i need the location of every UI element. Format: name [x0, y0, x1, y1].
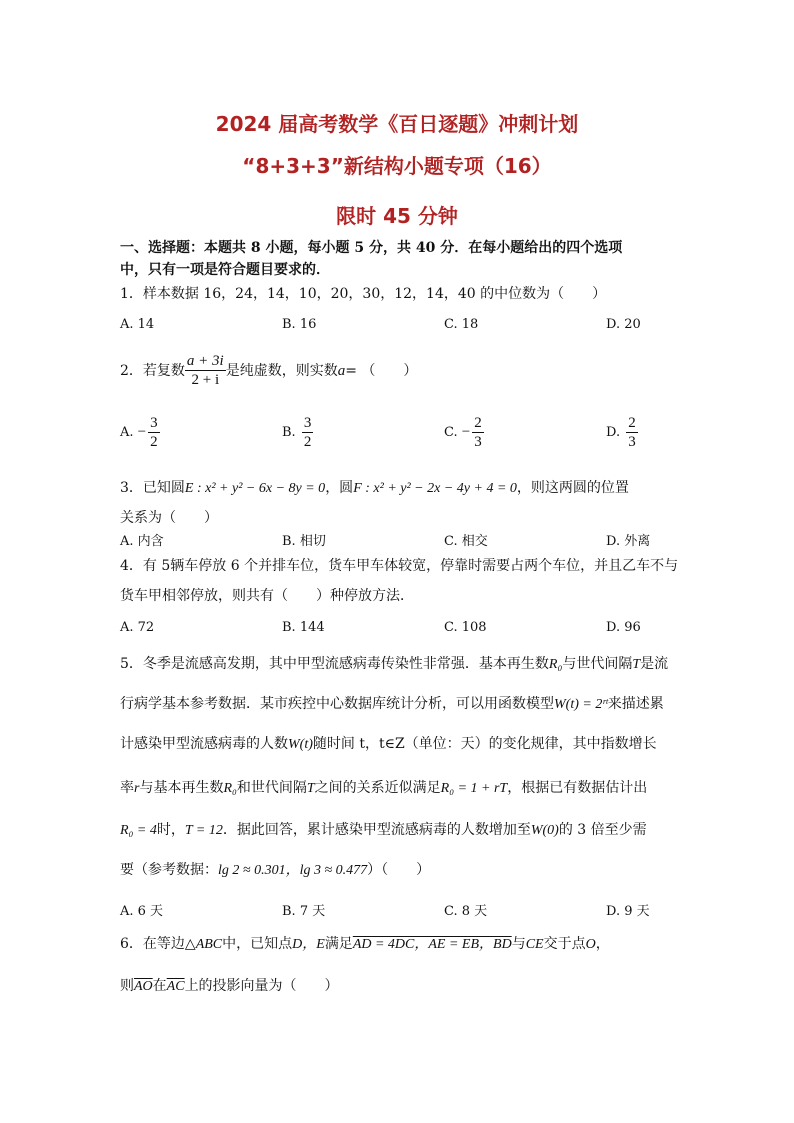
q3-circle-f: F : x² + y² − 2x − 4y + 4 = 0	[353, 481, 517, 496]
q2-option-a-sign: −	[137, 424, 147, 440]
q2-fraction	[185, 352, 226, 389]
q2-option-a-num: 3	[150, 415, 158, 431]
q3-option-b: B. 相切	[282, 534, 326, 549]
q6-l1m4: CE	[525, 937, 544, 952]
q4-option-d: D. 96	[606, 620, 641, 635]
q2-option-c	[444, 414, 484, 451]
question-4-line2: 货车甲相邻停放，则共有（ ）种停放方法．	[120, 588, 414, 604]
q5-l6b: ）（ ）	[367, 862, 431, 878]
q5-option-c: C. 8 天	[444, 904, 488, 919]
q5-option-b: B. 7 天	[282, 904, 326, 919]
q6-l2a: 则	[120, 978, 134, 994]
q2-option-b-label: B.	[282, 425, 296, 440]
q6-vector-ao: $\overline{AO}$	[134, 979, 153, 994]
q2-option-d	[606, 414, 638, 451]
q2-prefix: 2．若复数	[120, 362, 185, 379]
q5-l4m4: R₀ = 1 + rT	[440, 781, 508, 796]
q6-l1a: 6．在等边	[120, 936, 185, 952]
q5-l4d: 之间的关系近似满足	[314, 780, 441, 796]
question-1: 1．样本数据 16，24，14，10，20，30，12，14，40 的中位数为（ ）	[120, 286, 607, 302]
q2-option-c-num: 2	[474, 415, 482, 431]
q2-option-d-den: 3	[628, 434, 636, 450]
q1-option-d: D. 20	[606, 317, 641, 332]
q5-l1m2: T	[632, 657, 641, 672]
q5-l1c: 是流	[640, 656, 669, 672]
q5-l2m: W(t) = 2ʳᵗ	[554, 697, 608, 712]
q2-mid: 是纯虚数，则实数	[225, 362, 338, 379]
q5-l6a: 要（参考数据：	[120, 862, 218, 878]
q3-option-d: D. 外离	[606, 534, 651, 549]
q5-l5a: 时，	[156, 822, 185, 838]
q6-l1c: 满足	[324, 936, 353, 952]
q5-l4e: ，根据已有数据估计出	[507, 780, 648, 796]
q5-l4a: 率	[120, 780, 134, 796]
q5-l3m: W(t)	[288, 737, 313, 752]
q5-l6m: lg 2 ≈ 0.301，lg 3 ≈ 0.477	[218, 863, 368, 878]
q3-text-c: ，则这两圆的位置	[516, 480, 629, 496]
q2-option-c-label: C.	[444, 425, 458, 440]
page-title: 2024 届高考数学《百日逐题》冲刺计划	[215, 112, 579, 136]
section-instruction-line2: 中，只有一项是符合题目要求的．	[120, 262, 330, 278]
q5-l4c: 和世代间隔	[236, 780, 307, 796]
q6-l1m5: O	[585, 937, 596, 952]
q6-l1b: 中，已知点	[222, 936, 293, 952]
q6-l2c: 上的投影向量为（ ）	[184, 978, 339, 994]
q1-option-b: B. 16	[282, 317, 317, 332]
question-3-line2: 关系为（ ）	[120, 510, 218, 526]
question-5-line3	[120, 734, 657, 755]
q5-l5m3: W(0)	[530, 823, 559, 838]
q5-l5m: R₀ = 4	[120, 823, 157, 838]
q6-l1m: △ABC	[184, 937, 223, 952]
question-5-line1	[120, 654, 668, 675]
q5-l5m2: T = 12	[184, 823, 223, 838]
question-5-line5	[120, 820, 647, 841]
q2-option-c-den: 3	[474, 434, 482, 450]
q5-option-d: D. 9 天	[606, 904, 650, 919]
q6-l2b: 在	[152, 978, 167, 994]
q6-l1f: ，	[595, 936, 610, 952]
q5-l4m: r	[134, 781, 140, 796]
q5-l3b: 随时间 t，t∈Z（单位：天）的变化规律，其中指数增长	[312, 736, 657, 752]
q5-l1a: 5．冬季是流感高发期，其中甲型流感病毒传染性非常强．基本再生数	[120, 656, 549, 672]
question-4-line1: 4．有 5辆车停放 6 个并排车位，货车甲车体较宽，停靠时需要占两个车位，并且乙车不与	[120, 558, 679, 574]
q5-l2b: 来描述累	[607, 696, 664, 712]
q5-l3a: 计感染甲型流感病毒的人数	[120, 736, 288, 752]
q2-suffix: = （ ）	[345, 362, 418, 379]
q6-l1e: 交于点	[543, 936, 586, 952]
q6-l1d: 与	[511, 936, 526, 952]
q2-option-a-den: 2	[150, 434, 158, 450]
q5-option-a: A. 6 天	[120, 904, 164, 919]
page-subtitle: “8+3+3”新结构小题专项（16）	[242, 154, 552, 178]
q3-option-a: A. 内含	[120, 534, 164, 549]
q3-text-a: 3．已知圆	[120, 480, 185, 496]
q3-option-c: C. 相交	[444, 534, 488, 549]
q4-option-c: C. 108	[444, 620, 487, 635]
q5-l1m: R₀	[548, 657, 563, 672]
q2-option-a-label: A.	[120, 425, 134, 440]
q2-option-b-num: 3	[303, 415, 312, 431]
q2-option-a	[120, 414, 160, 451]
q4-option-a: A. 72	[120, 620, 155, 635]
question-6-line2	[120, 976, 339, 997]
q2-option-d-num: 2	[628, 415, 636, 431]
time-limit: 限时 45 分钟	[336, 204, 458, 228]
question-6-line1	[120, 934, 610, 955]
q2-fraction-denominator: 2 + i	[191, 372, 220, 388]
question-5-line6	[120, 860, 430, 881]
q3-text-b: ，圆	[325, 480, 354, 496]
q5-l2a: 行病学基本参考数据．某市疾控中心数据库统计分析，可以用函数模型	[120, 696, 554, 712]
question-2	[120, 352, 417, 389]
q5-l5b: ．据此回答，累计感染甲型流感病毒的人数增加至	[222, 822, 531, 838]
question-5-line2	[120, 694, 664, 715]
q4-option-b: B. 144	[282, 620, 325, 635]
q5-l1b: 与世代间隔	[562, 656, 633, 672]
q2-option-b-den: 2	[303, 434, 312, 450]
q6-l1m3: AD = 4DC，AE = EB，BD	[352, 937, 512, 952]
q2-option-d-label: D.	[606, 425, 621, 440]
q5-l5c: 的 3 倍至少需	[558, 822, 647, 838]
q2-var: a	[337, 362, 346, 379]
q6-l1m2: D，E	[292, 937, 325, 952]
q2-fraction-numerator: a + 3i	[186, 353, 224, 369]
q3-circle-e: E : x² + y² − 6x − 8y = 0	[184, 481, 326, 496]
q6-vector-ac: $\overline{AC}$	[166, 979, 185, 994]
q1-option-a: A. 14	[120, 317, 155, 332]
q5-l4b: 与基本再生数	[139, 780, 224, 796]
q5-l4m2: R₀	[223, 781, 237, 796]
q5-l4m3: T	[306, 781, 315, 796]
question-3-line1	[120, 478, 629, 499]
q1-option-c: C. 18	[444, 317, 479, 332]
q2-option-c-sign: −	[461, 424, 471, 440]
question-5-line4	[120, 778, 647, 799]
q2-option-b	[282, 414, 313, 451]
section-instruction-line1: 一、选择题：本题共 8 小题，每小题 5 分，共 40 分．在每小题给出的四个选项	[120, 240, 623, 256]
